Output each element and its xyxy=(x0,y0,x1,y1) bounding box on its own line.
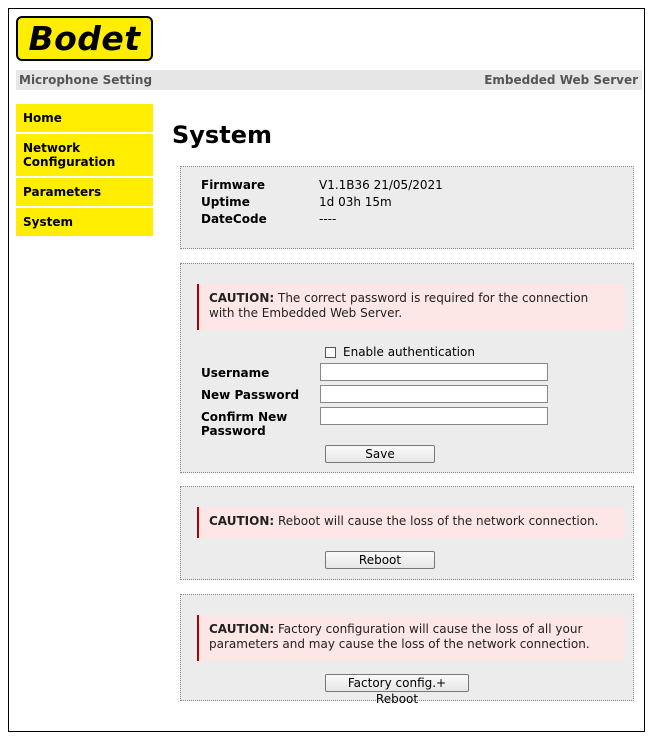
enable-authentication-label: Enable authentication xyxy=(343,345,475,359)
enable-authentication-row xyxy=(325,345,475,359)
username-input[interactable] xyxy=(320,363,548,381)
firmware-row xyxy=(201,178,443,192)
reboot-caution-box xyxy=(197,507,625,538)
factory-caution-box xyxy=(197,615,625,661)
factory-config-panel xyxy=(180,594,634,706)
reboot-button[interactable]: Reboot xyxy=(325,551,435,569)
logo-text: Bodet xyxy=(28,19,141,58)
header-device-name: Microphone Setting xyxy=(19,73,153,87)
datecode-value: ---- xyxy=(319,212,337,226)
uptime-label: Uptime xyxy=(201,195,250,209)
auth-caution-text: The correct password is required for the connection with the Embedded Web Server. xyxy=(209,291,589,320)
save-button[interactable]: Save xyxy=(325,445,435,463)
bodet-logo xyxy=(16,16,153,61)
new-password-input[interactable] xyxy=(320,385,548,403)
factory-caution-label: CAUTION: xyxy=(209,622,275,636)
factory-reboot-button[interactable]: Factory config.+ Reboot xyxy=(325,674,469,692)
header-bar xyxy=(16,70,642,90)
firmware-value: V1.1B36 21/05/2021 xyxy=(319,178,443,192)
auth-caution-label: CAUTION: xyxy=(209,291,275,305)
datecode-row xyxy=(201,212,336,226)
auth-caution-box xyxy=(197,284,625,330)
sidebar-nav xyxy=(16,104,153,238)
uptime-row xyxy=(201,195,392,209)
reboot-caution-label: CAUTION: xyxy=(209,514,275,528)
uptime-value: 1d 03h 15m xyxy=(319,195,392,209)
factory-caution-text: Factory configuration will cause the loss of all your parameters and may cause the loss of the network connection. xyxy=(209,622,590,651)
system-info-panel xyxy=(180,166,634,249)
nav-item-network-configuration[interactable]: Network Configuration xyxy=(16,134,153,176)
page-title: System xyxy=(172,121,272,149)
confirm-password-input[interactable] xyxy=(320,407,548,425)
reboot-caution-text: Reboot will cause the loss of the network connection. xyxy=(274,514,599,528)
reboot-panel xyxy=(180,486,634,580)
confirm-password-label: Confirm New Password xyxy=(201,410,288,438)
nav-item-system[interactable]: System xyxy=(16,208,153,236)
new-password-label: New Password xyxy=(201,388,300,402)
firmware-label: Firmware xyxy=(201,178,265,192)
authentication-panel xyxy=(180,263,634,473)
username-label: Username xyxy=(201,366,270,380)
enable-authentication-checkbox[interactable] xyxy=(325,347,336,358)
nav-item-parameters[interactable]: Parameters xyxy=(16,178,153,206)
header-server-name: Embedded Web Server xyxy=(484,73,638,87)
nav-item-home[interactable]: Home xyxy=(16,104,153,132)
datecode-label: DateCode xyxy=(201,212,267,226)
